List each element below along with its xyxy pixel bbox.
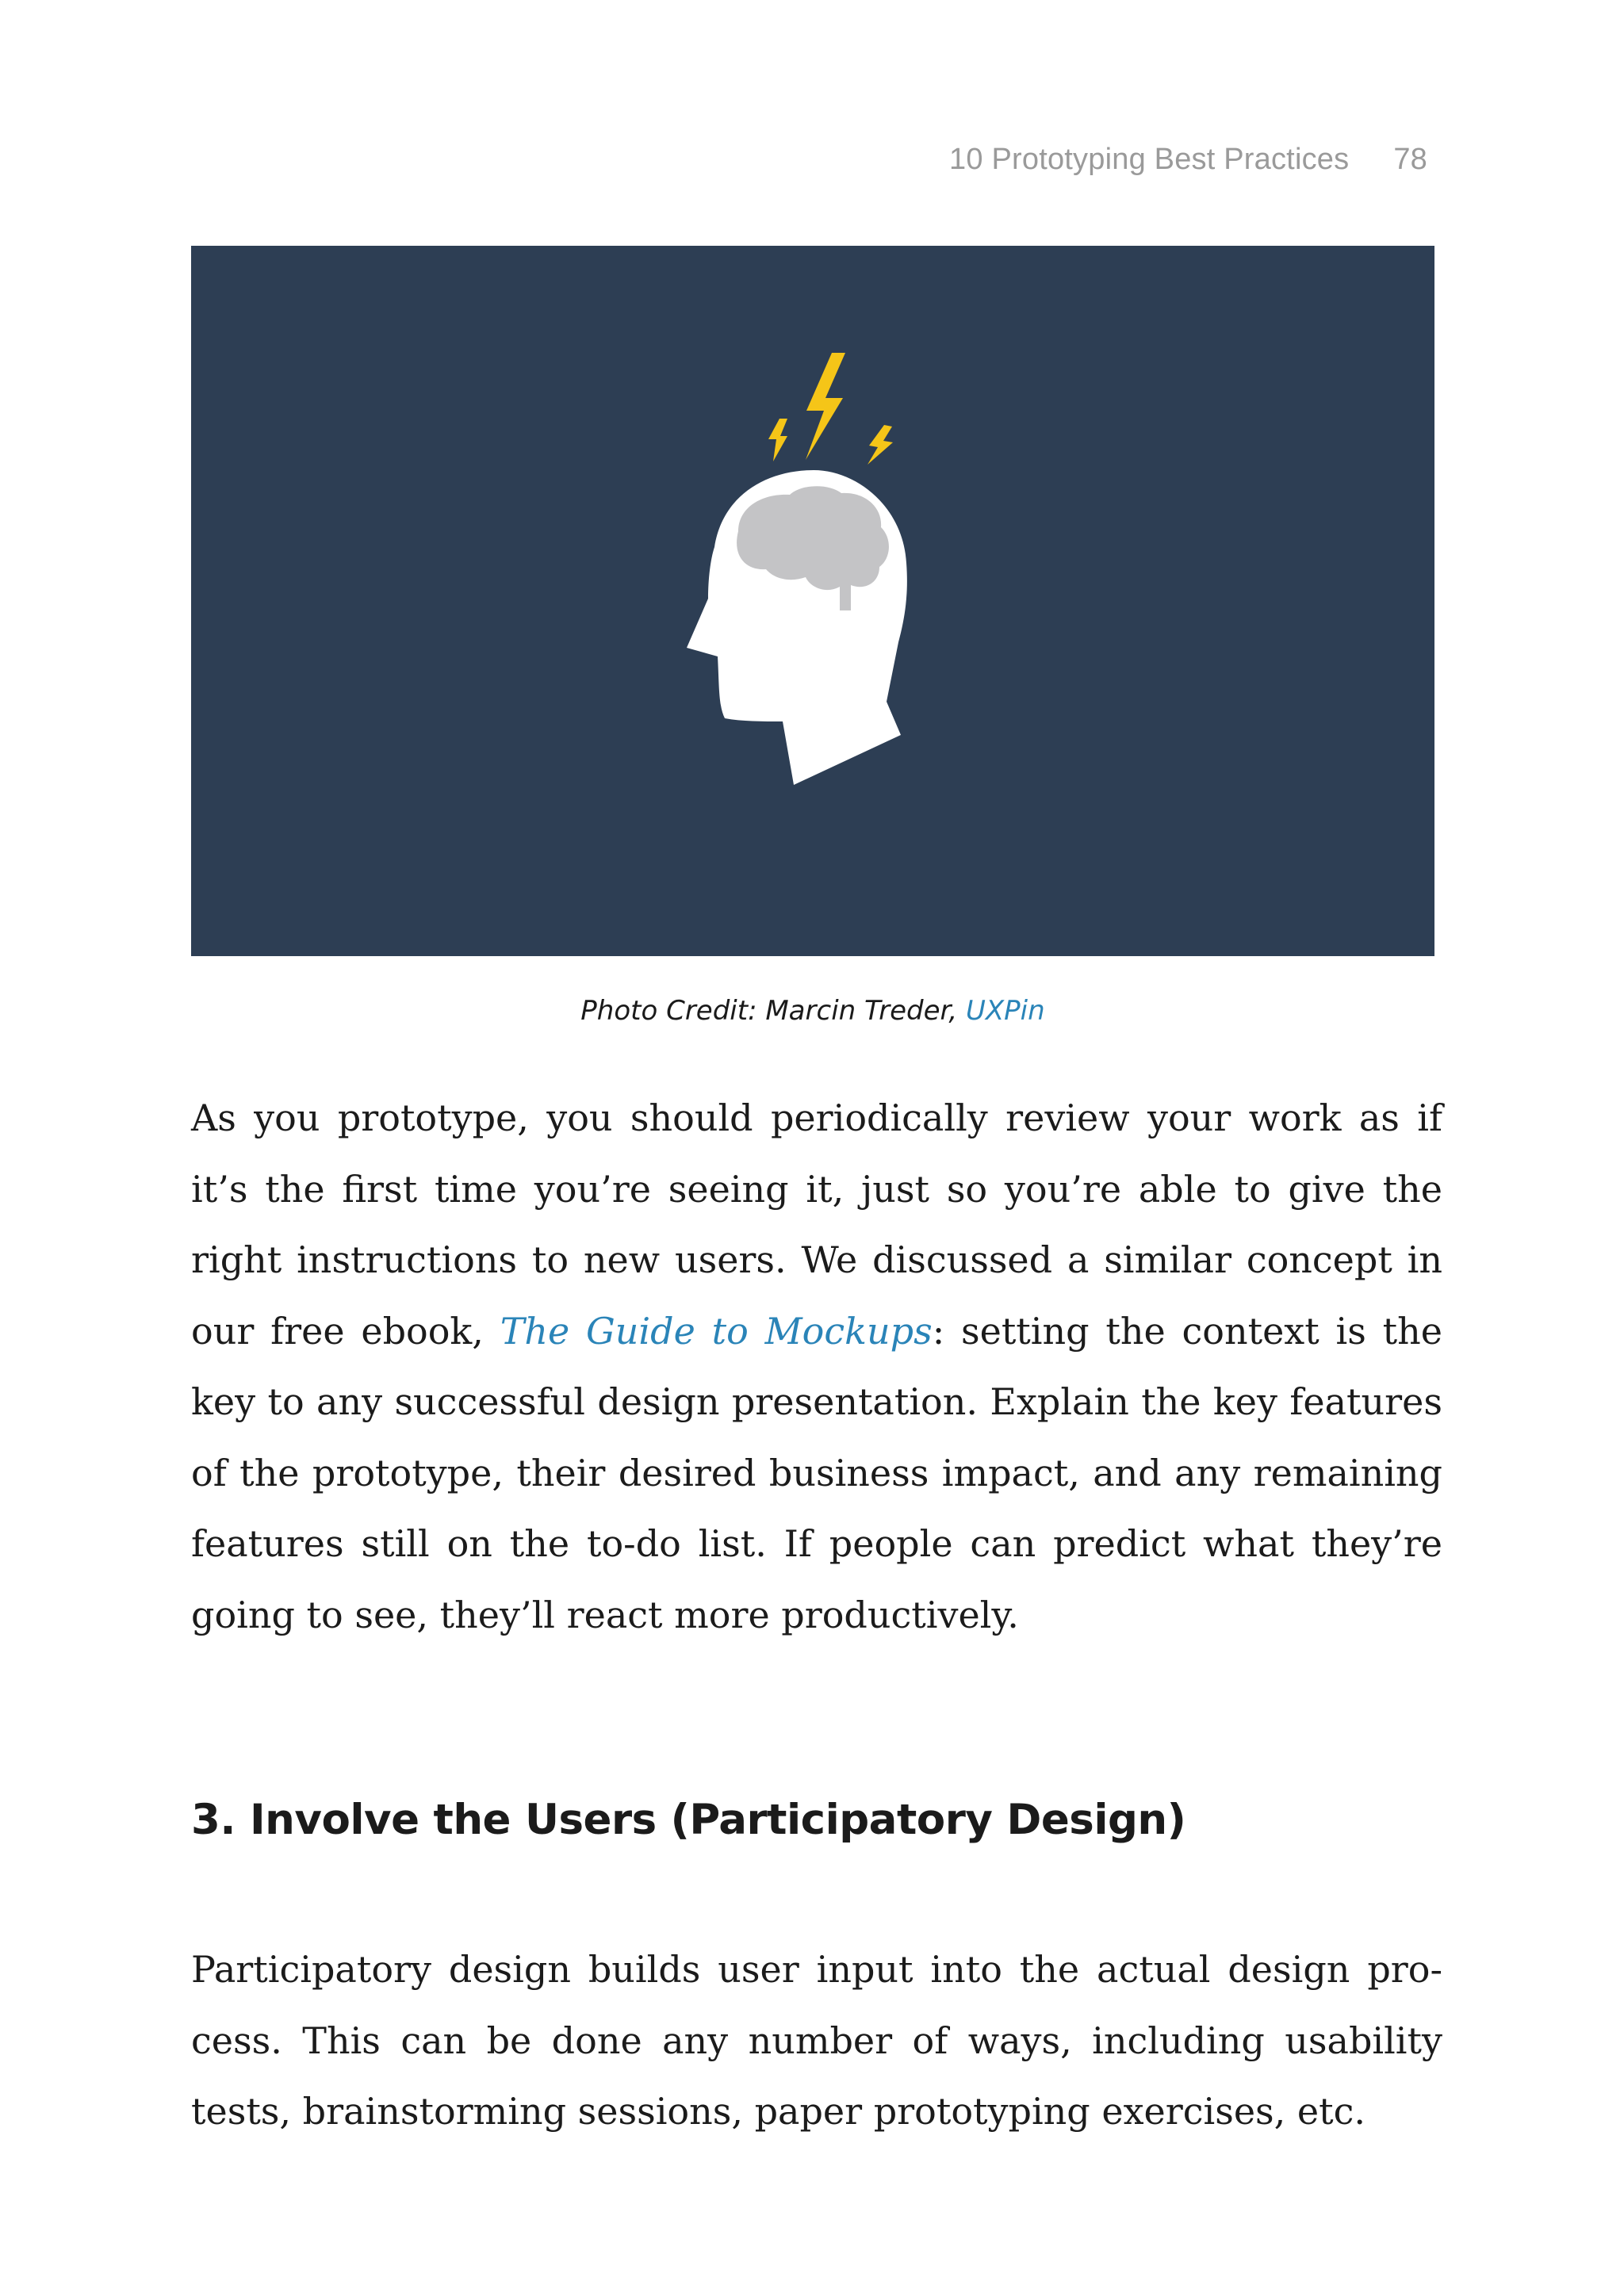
lightning-bolt-right-icon bbox=[868, 425, 893, 465]
photo-credit-caption bbox=[191, 995, 1434, 1027]
paragraph-review-work bbox=[191, 1083, 1442, 1651]
header-section-title: 10 Prototyping Best Practices bbox=[949, 143, 1350, 176]
paragraph1-text-start: As you prototype, you should periodically review your work as if it’s the first time you’re seeing it, just so you’re able to give the right instructions to new users. We discussed a similar concept in our free ebook, bbox=[191, 1096, 1442, 1353]
lightning-bolt-left-icon bbox=[768, 419, 787, 461]
illustration-figure bbox=[191, 246, 1434, 956]
head-with-brain-and-lightning-icon bbox=[191, 246, 1434, 956]
uxpin-link[interactable]: UXPin bbox=[966, 995, 1045, 1027]
page-number: 78 bbox=[1393, 143, 1427, 176]
section-heading: 3. Involve the Users (Participatory Design) bbox=[191, 1796, 1186, 1844]
lightning-bolt-center-icon bbox=[806, 353, 845, 460]
caption-prefix: Photo Credit: Marcin Treder, bbox=[580, 995, 966, 1027]
running-header bbox=[949, 143, 1427, 177]
paragraph-participatory-design: Participatory design builds user input into the actual design process. This can be done any number of ways, including usability tests, brainstorming sessions, paper prototyping exercises, etc. bbox=[191, 1948, 1442, 2133]
guide-to-mockups-link[interactable]: The Guide to Mockups bbox=[500, 1309, 933, 1353]
paragraph1-text-end: : setting the context is the key to any successful design presentation. Explain the key features of the prototype, their desired business impact, and any remaining features still on the to-do list. If people can predict what they’re going to see, they’ll react more productively. bbox=[191, 1309, 1442, 1636]
